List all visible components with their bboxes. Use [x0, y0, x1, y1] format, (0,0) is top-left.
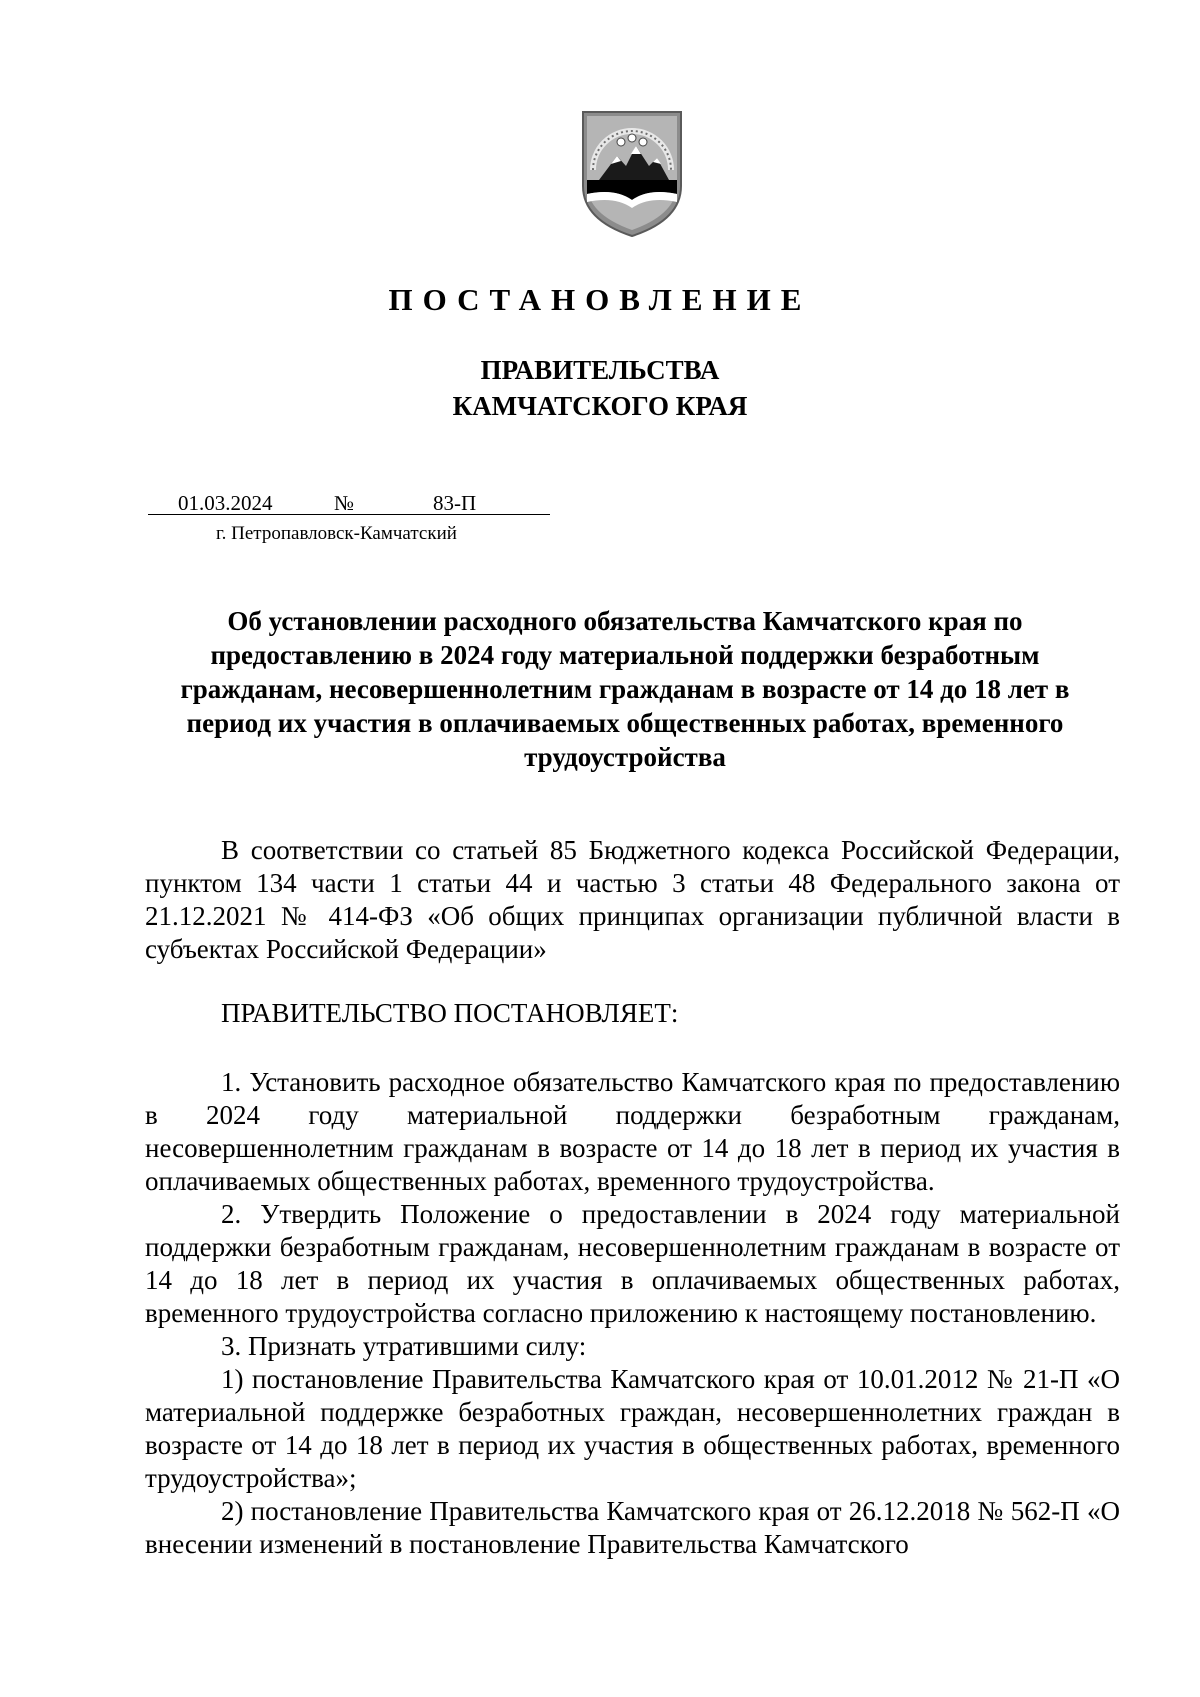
document-date: 01.03.2024	[178, 491, 273, 515]
issuer-line-2: КАМЧАТСКОГО КРАЯ	[452, 391, 748, 421]
items-block	[145, 1066, 1120, 1561]
item-3-sub-2: 2) постановление Правительства Камчатского края от 26.12.2018 № 562-П «О внесении изменений в постановление Правительства Камчатского	[145, 1496, 1120, 1559]
city-label: г. Петропавловск-Камчатский	[216, 523, 457, 544]
preamble-block	[145, 834, 1120, 966]
document-type-title: ПОСТАНОВЛЕНИЕ	[388, 282, 812, 317]
decree-heading: ПРАВИТЕЛЬСТВО ПОСТАНОВЛЯЕТ:	[221, 998, 679, 1028]
date-number-line	[148, 490, 550, 520]
item-3-sub-1: 1) постановление Правительства Камчатского края от 10.01.2012 № 21-П «О материальной поддержке безработных граждан, несовершеннолетних граждан в возрасте от 14 до 18 лет в период их участия в общественных работах, временного трудоустройства»;	[145, 1364, 1120, 1493]
document-number: 83-П	[433, 491, 477, 515]
coat-of-arms-icon	[579, 108, 685, 238]
number-sign: №	[334, 491, 355, 515]
issuer-name	[0, 352, 1200, 424]
item-1: 1. Установить расходное обязательство Камчатского края по предоставлению в 2024 году материальной поддержки безработным гражданам, несовершеннолетним гражданам в возрасте от 14 до 18 лет в период их участия в оплачиваемых общественных работах, временного трудоустройства.	[145, 1067, 1120, 1196]
document-subject: Об установлении расходного обязательства Камчатского края по предоставлению в 2024 году материальной поддержки безработным гражданам, несовершеннолетним гражданам в возрасте от 14 до 18 лет в период их участия в оплачиваемых общественных работах, временного трудоустройства	[180, 606, 1070, 772]
preamble-paragraph: В соответствии со статьей 85 Бюджетного кодекса Российской Федерации, пунктом 134 части 1 статьи 44 и частью 3 статьи 48 Федерального закона от 21.12.2021 № 414-ФЗ «Об общих принципах организации публичной власти в субъектах Российской Федерации»	[145, 835, 1120, 964]
issuer-line-1: ПРАВИТЕЛЬСТВА	[480, 355, 720, 385]
item-3: 3. Признать утратившими силу:	[221, 1331, 587, 1361]
item-2: 2. Утвердить Положение о предоставлении в 2024 году материальной поддержки безработным гражданам, несовершеннолетним гражданам в возрасте от 14 до 18 лет в период их участия в оплачиваемых общественных работах, временного трудоустройства согласно приложению к настоящему постановлению.	[145, 1199, 1120, 1328]
